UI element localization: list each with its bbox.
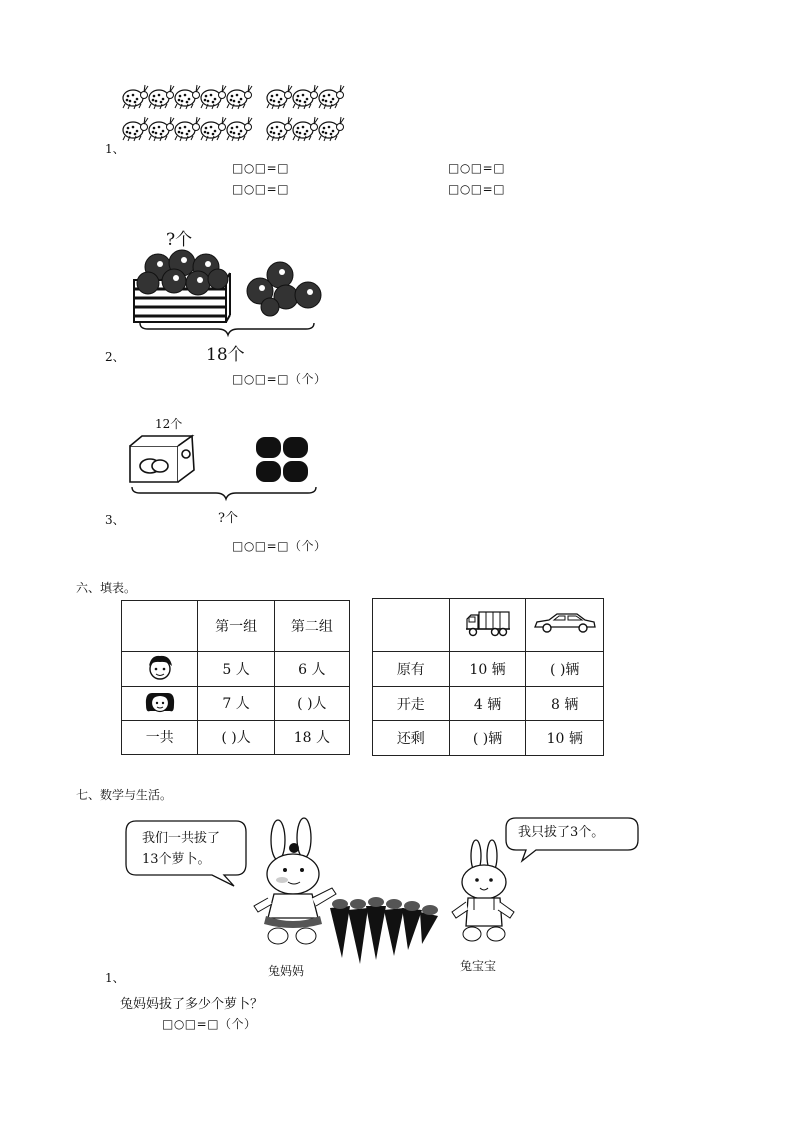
ladybug-icon <box>267 117 292 141</box>
table2-header-car <box>526 599 604 652</box>
table1-cell: 7 人 <box>198 686 274 720</box>
basket-of-balls-illustration <box>130 245 330 325</box>
table2-cell: 10 辆 <box>449 652 526 687</box>
brace-total <box>130 487 320 501</box>
ladybug-icon <box>267 85 292 109</box>
bubble-right-text: 我只拔了3个。 <box>518 825 605 840</box>
equation-1b: □○□=□ <box>448 161 506 175</box>
table1-cell: 5 人 <box>198 652 274 686</box>
problem-2-question-label: ?个 <box>166 230 193 250</box>
table2-row-label: 开走 <box>373 687 450 721</box>
table2-cell: ( )辆 <box>526 652 604 687</box>
problem-3-total-label: ?个 <box>218 511 238 526</box>
table1-cell: ( )人 <box>274 686 349 720</box>
table2-row-label: 还剩 <box>373 721 450 756</box>
problem-2-number: 2、 <box>105 350 125 364</box>
section-7-equation: □○□=□（个） <box>162 1017 257 1031</box>
truck-icon <box>465 609 511 637</box>
table2-header-truck <box>449 599 526 652</box>
brace-18 <box>138 323 318 337</box>
balls-in-basket <box>137 250 228 295</box>
bubble-left-line-1: 我们一共拔了 <box>142 831 221 846</box>
box-icon <box>130 436 194 482</box>
section-7-question: 兔妈妈拔了多少个萝卜？ <box>120 997 264 1012</box>
baby-rabbit-illustration <box>440 838 520 948</box>
ladybug-icon <box>227 85 252 109</box>
ladybug-icon <box>149 117 174 141</box>
ladybug-icon <box>293 117 318 141</box>
bun-cluster <box>256 437 308 482</box>
table1-header-group2: 第二组 <box>274 601 349 652</box>
ladybug-icon <box>175 85 200 109</box>
table2-header-empty <box>373 599 450 652</box>
equation-2: □○□=□（个） <box>232 372 327 386</box>
label-mother-rabbit: 兔妈妈 <box>268 964 305 978</box>
carrots-illustration <box>320 898 450 968</box>
section-7-problem-number: 1、 <box>105 971 125 985</box>
vehicles-table <box>372 598 604 756</box>
ladybug-icon <box>293 85 318 109</box>
table2-cell: 10 辆 <box>526 721 604 756</box>
table1-cell: 6 人 <box>274 652 349 686</box>
table1-header-empty <box>122 601 198 652</box>
problem-3-number: 3、 <box>105 513 125 527</box>
ladybug-icon <box>319 85 344 109</box>
problem-1-number: 1、 <box>105 142 125 156</box>
table2-cell: 4 辆 <box>449 687 526 721</box>
label-baby-rabbit: 兔宝宝 <box>460 959 497 973</box>
section-6-heading: 六、填表。 <box>76 581 137 595</box>
table1-row-boy <box>122 652 198 686</box>
ladybug-icon <box>201 85 226 109</box>
ladybug-group <box>125 78 345 148</box>
table1-cell: 18 人 <box>274 720 349 754</box>
boy-face-icon <box>145 653 175 681</box>
ladybug-icon <box>123 85 148 109</box>
table1-row-girl <box>122 686 198 720</box>
ladybug-icon <box>227 117 252 141</box>
bubble-left-line-2: 13个萝卜。 <box>142 852 211 867</box>
table2-row-label: 原有 <box>373 652 450 687</box>
equation-3: □○□=□（个） <box>232 539 327 553</box>
table1-header-group1: 第一组 <box>198 601 274 652</box>
box-and-buns-illustration <box>128 434 328 494</box>
people-table <box>121 600 350 755</box>
table2-cell: ( )辆 <box>449 721 526 756</box>
ladybug-icon <box>201 117 226 141</box>
problem-2-total-label: 18个 <box>206 345 245 365</box>
girl-face-icon <box>143 687 177 715</box>
equation-1d: □○□=□ <box>448 182 506 196</box>
ladybug-icon <box>149 85 174 109</box>
car-icon <box>533 611 597 635</box>
ladybug-icon <box>319 117 344 141</box>
section-7-heading: 七、数学与生活。 <box>76 788 173 802</box>
table1-cell: ( )人 <box>198 720 274 754</box>
ladybug-icon <box>123 117 148 141</box>
equation-1c: □○□=□ <box>232 182 290 196</box>
equation-1a: □○□=□ <box>232 161 290 175</box>
table1-row-total-label: 一共 <box>122 720 198 754</box>
problem-3-box-label: 12个 <box>155 417 183 431</box>
table2-cell: 8 辆 <box>526 687 604 721</box>
ladybug-icon <box>175 117 200 141</box>
